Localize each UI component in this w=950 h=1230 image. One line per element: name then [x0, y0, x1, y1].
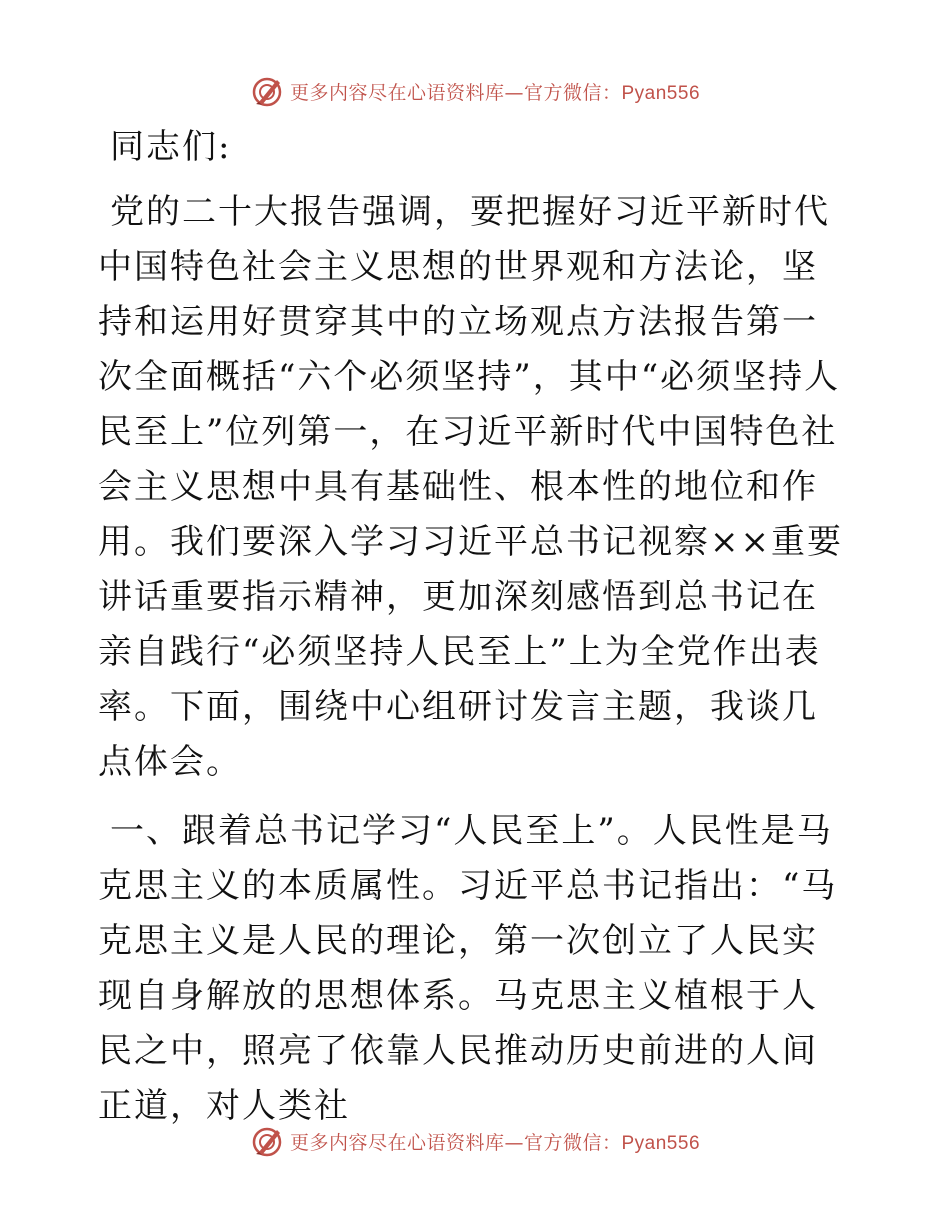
pen-logo-icon: [250, 74, 284, 108]
paragraph-intro: 党的二十大报告强调，要把握好习近平新时代中国特色社会主义思想的世界观和方法论，坚持和运用好贯穿其中的立场观点方法报告第一次全面概括“六个必须坚持”，其中“必须坚持人民至上”位列第一，在习近平新时代中国特色社会主义思想中具有基础性、根本性的地位和作用。我们要深入学习习近平总书记视察××重要讲话重要指示精神，更加深刻感悟到总书记在亲自践行“必须坚持人民至上”上为全党作出表率。下面，围绕中心组研讨发言主题，我谈几点体会。: [98, 192, 843, 782]
watermark-text: 更多内容尽在心语资料库—官方微信：Pyan556: [289, 1131, 701, 1154]
document-body: [98, 120, 853, 1148]
watermark-text: 更多内容尽在心语资料库—官方微信：Pyan556: [289, 81, 701, 104]
paragraph-section-one: 一、跟着总书记学习“人民至上”。人民性是马克思主义的本质属性。习近平总书记指出：“马克思主义是人民的理论，第一次创立了人民实现自身解放的思想体系。马克思主义植根于人民之中，照亮了依靠人民推动历史前进的人间正道，对人类社: [98, 811, 838, 1126]
pen-logo-icon: [250, 1124, 284, 1158]
salutation: 同志们:: [110, 127, 232, 167]
header-watermark: [0, 71, 950, 111]
footer-watermark: [0, 1121, 950, 1161]
